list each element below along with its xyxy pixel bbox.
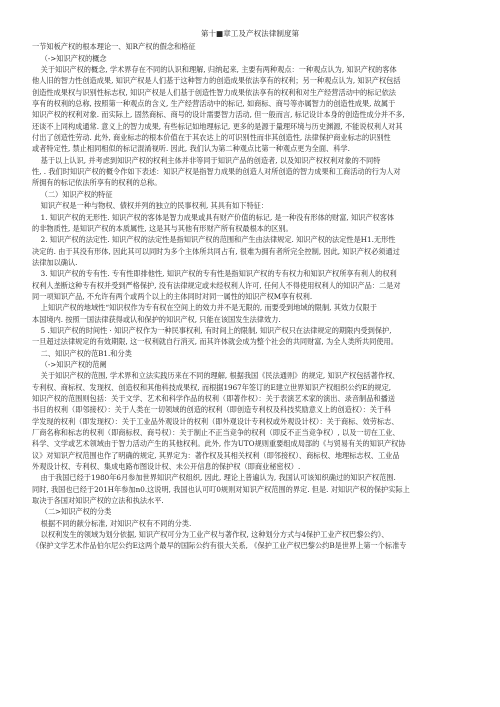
text-line: 关于知识产权的概念, 学术界存在不同的认识和理解, 归纳起来, 主要有两种观点：一种观点认为, 知识产权的客体	[40, 65, 397, 75]
text-line: 3. 知识产权的专有性. 专有性即排他性, 知识产权的专有性是指知识产权的专有权力和知识产权所享有利人的权利	[40, 269, 397, 279]
text-line: 一节知板产权的根本理论一、知R产权的假念和格征	[32, 42, 196, 52]
text-line: 根据不同的献分标准, 对知识产权有不同的分类.	[40, 518, 192, 528]
text-line: 2. 知识产权的法定性. 知识产权的法定性是指知识产权的范围和产生由法律规定. 知识产权的法定性是H1.无形性	[40, 235, 396, 245]
text-line: 决定的. 由于其没有形体, 因此其可以同时为多个主体所共同占有, 很难为拥有者所完全控制, 因此, 知识产权必须通过	[32, 246, 400, 256]
text-line: 同时, 我国也已经于201H年参加n0.这说明, 我国也认可叮0规则对知识产权范围的界定. 但是. 对知识产权的保护实际上	[32, 484, 410, 494]
text-line: 由于我国已经于1980年6月参加世界知识产权组织, 因此, 理论上普遍认为, 我国认可该知织确过的知识产权范围.	[40, 473, 396, 483]
text-line: 厂商名称和标志的权利（即商标权、商号权）：关于制止不正当竞争的权利（即反不正当竞争权）, 以及一切在工业、	[32, 428, 400, 438]
text-line: 创造性成果权与识别性标志权, 知识产权是人们基于创造性智力成果依法享有的权利和对生产经营活动中的标记依法	[32, 87, 396, 97]
text-line: 二、知识产权的范B1.和分类	[40, 348, 132, 358]
text-line: 知识产权的范围则包括：关于文学、艺术和科学作品的权利（即著作权）：关于表演艺术家的演出、录音制品和播送	[32, 394, 395, 403]
text-line: （二）知识产权的特征	[40, 189, 113, 199]
text-line: 还谈不上同构成通常. 意义上的智力成果, 有些标记如地理标记, 更多的是源于量理环境与历史渊源, 不能说权利人对其	[32, 121, 403, 131]
text-line: 享有的权利的总称, 按照第一种观点的含义, 生产经营活动中的标记, 如商标、商号等亦属智力的创造性成果, 故属于	[32, 99, 396, 109]
text-line: 付出了创造性劳动. 此外, 商业标志的根本价值在于其农达上的可识别性而非其创造性, 法律保护商业标志的识别性	[32, 133, 391, 143]
text-line: 知识产权是一种与物权、债权并列的独立的民事权利, 其具有如下特征：	[40, 201, 269, 211]
text-line: 议》对知识产权范围也作了明确的规定, 其界定为：著作权及其相关权利（即邻接权）、商标权、地理标志权、工业品	[32, 450, 400, 460]
text-line: 上知识产权的地域性“知识权作为专有权在空间上的效力并不是无限的, 而要受到地域的限制, 其效力仅限于	[40, 303, 377, 313]
text-line: 同一项知识产品, 不允许有两个或两个以上的主体同时对同一属性的知识产权M享有权利.	[32, 291, 313, 301]
text-line: 《保护文学艺术作品伯尔尼公约E这两个最早的国际公约有很大关系, 《保护工业产权巴黎公约B是世界上第一个标准专	[32, 541, 407, 551]
page-title: 第十■章工及产权法律制度第	[200, 29, 300, 38]
text-line: （->知识产权的范阑	[40, 359, 107, 369]
text-line: 知识产权的权利对象. 而实际上, 固然商标、商号的设计需要智力活动, 但一般而言, 标记设计本身的创造性成分并不多,	[32, 110, 405, 120]
text-line: 5 .知识产权的时间性 · 知识产权作为一种民事权利, 有时间上的限制, 知识产权只在法律规定的期限内受到保护,	[40, 325, 392, 335]
text-line: 的非物质性, 是知识产权的本质属性, 这是其与其他有形财产所有权最根本的区别。	[32, 223, 293, 233]
text-line: 外观设计权、专利权、集成电路布图设计权、未公开信息的保护权（即商业秘密权）.	[32, 462, 301, 472]
document-body	[32, 41, 468, 551]
text-line: 以权利发生的领域为划分依据, 知识产权可分为工业产权与著作权, 这种划分方式与4保护工业产权巴黎公约》、	[40, 530, 389, 540]
text-line: 科学、文学或艺术领域由于智力活动产生的其他权利。此外, 作为UTO规则重要组成局部的《与贸易有关的知识产权协	[32, 439, 406, 449]
text-line: 学发现的权利（即发现权）：关于工业品外观设计的权利（即外观设计专利权或外观设计权）：关于商标、效劳标志、	[32, 416, 399, 426]
text-line: 法律加以确认.	[32, 257, 78, 267]
text-line: （二>知识产权的分类	[40, 507, 112, 517]
text-line: （->知识产权的概念	[40, 53, 107, 63]
text-line: 取决于各国对知识产权的立法和执法水平.	[32, 496, 164, 506]
text-line: 性, . 我们时知识产权的概令作如下表述：知识产权是指智力成果的创造人对所创造的智力成果和工商活动的行为人对	[32, 167, 401, 177]
text-line: 本国境内. 按照一国法律获得或认和保护的知识产权, 只能在该国发生法律效力.	[32, 314, 281, 324]
text-line: 专利权、商标权、发现权、创造权和其他科技成果权, 而根据1967年签订的E建立世界知识产权组织公约E的规定,	[32, 382, 392, 392]
text-line: 书目的权利（即邻接权）：关于人类在一切领域的创造的权利（即创造专利权及科技奖励意义上的创造权）：关于科	[32, 405, 392, 415]
text-line: 权利人垄断这种专有权并受到严格保护, 没有法律规定或未经权利人许可, 任何人不得使用权利人的知识产品：二是对	[32, 280, 401, 290]
text-line: 所拥有的标记依法所享有的权利的总称。	[32, 178, 162, 188]
text-line: 或者特定性, 禁止相同相似的标记混淆视听. 因此, 我们认为第二种观点比第一种观点更为全面、科学.	[32, 144, 350, 154]
text-line: 一旦超过法律规定的有效期限, 这一权利就自行消灭, 而其许体就会成为整个社会的共同财富, 为全人类所共同使用。	[32, 337, 398, 347]
text-line: 基于以上认识, 并考虑到知识产权的权利主体并非等同于知识产品的创造者, 以及知识产权权利对象的不同特	[40, 155, 381, 165]
text-line: 关于知识产权的范围, 学术界和立法实践历来在不同的理解, 根据我国《民法通则》的规定, 知识产权包括著作权、	[40, 371, 400, 381]
text-line: 1. 知识产权的无形性. 知识产权的客体是智力成果或具有财产价值的标记, 是一种没有形体的财富, 知识产权客体	[40, 212, 395, 222]
text-line: 他人旧的智力性创造成果, 知识产权是人们基于这种智力的创造成果依法享有的权利；另一种观点认为, 知识产权包括	[32, 76, 401, 86]
